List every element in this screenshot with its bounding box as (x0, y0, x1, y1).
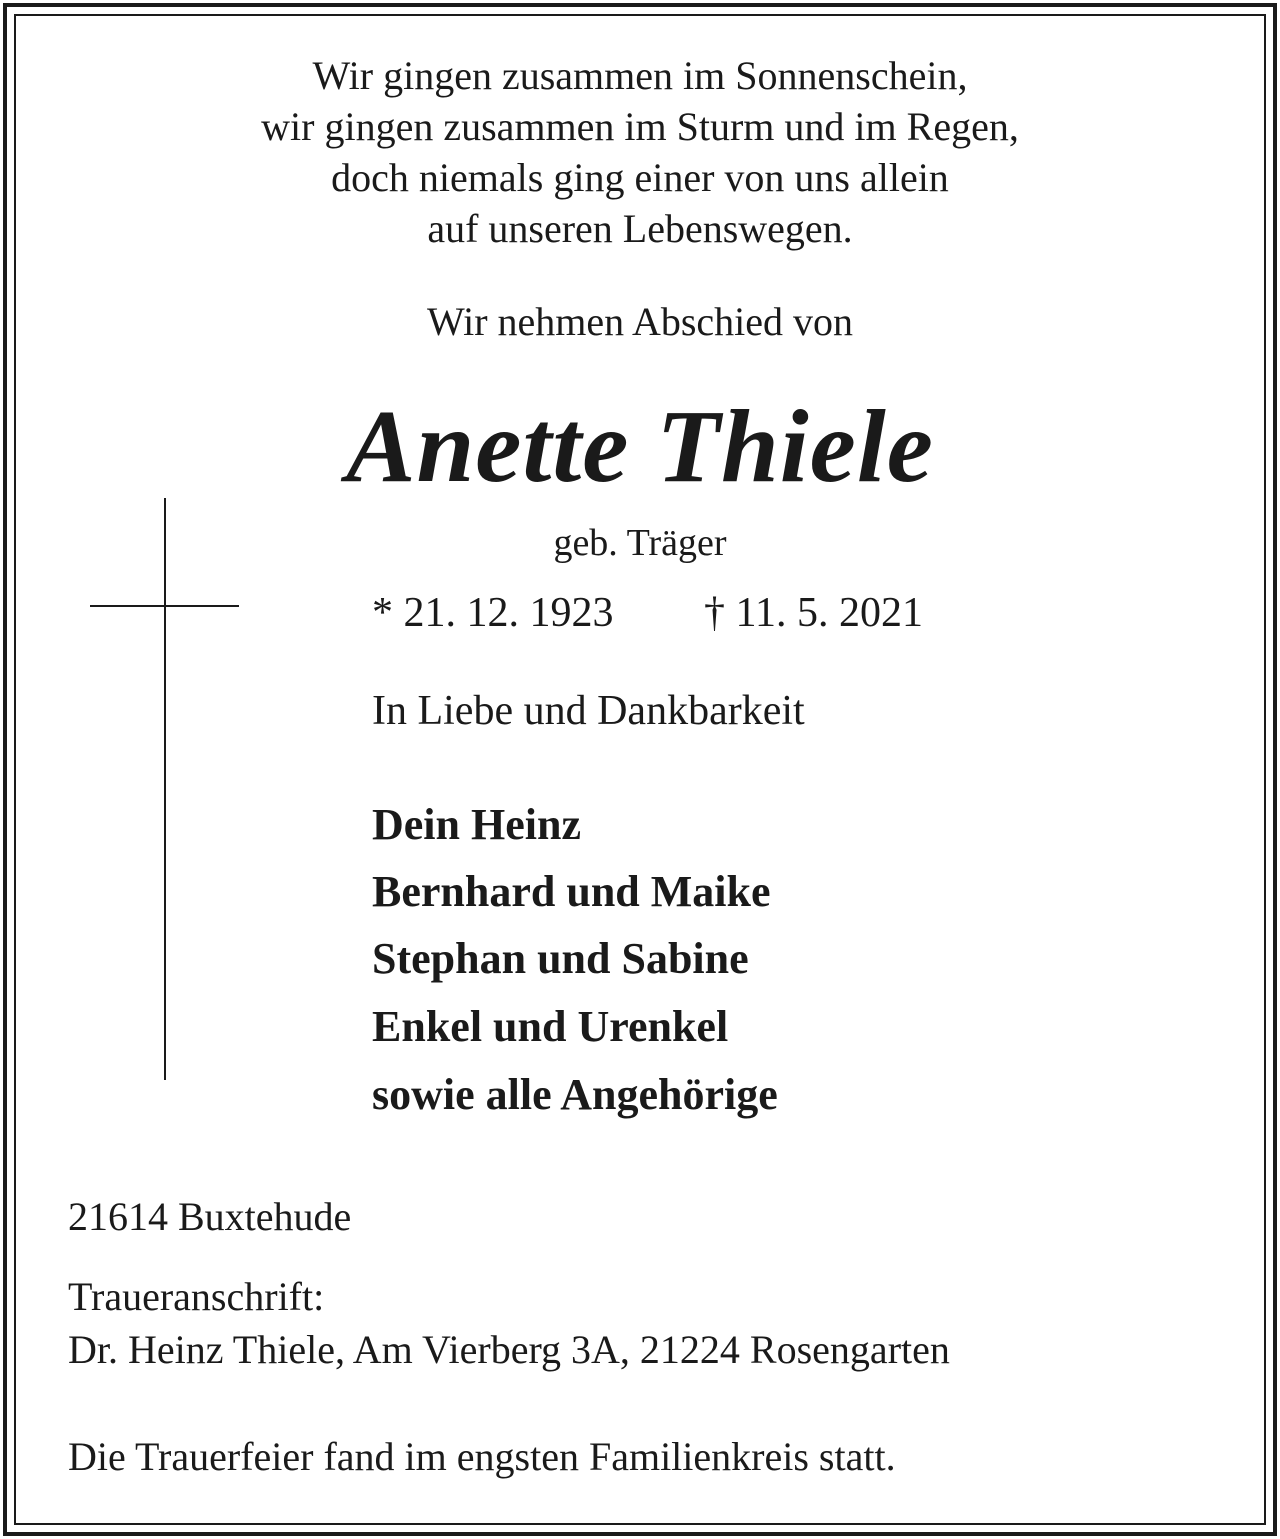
birth-name: geb. Träger (553, 522, 727, 564)
dedication: In Liebe und Dankbarkeit (372, 688, 805, 734)
verse-line-1: Wir gingen zusammen im Sonnenschein, (312, 53, 968, 98)
mourner-4: Enkel und Urenkel (372, 1002, 729, 1051)
mourner-1: Dein Heinz (372, 800, 581, 849)
mourner-5: sowie alle Angehörige (372, 1070, 778, 1119)
mourner-3: Stephan und Sabine (372, 934, 749, 983)
mourner-2: Bernhard und Maike (372, 867, 771, 916)
verse-line-2: wir gingen zusammen im Sturm und im Regen, (261, 104, 1019, 149)
deceased-name: Anette Thiele (346, 389, 934, 504)
cross-icon-horizontal (90, 605, 239, 607)
verse-line-3: doch niemals ging einer von uns allein (331, 155, 949, 200)
cross-icon-vertical (164, 498, 166, 1080)
closing-note: Die Trauerfeier fand im engsten Familienkreis statt. (68, 1434, 896, 1479)
death-date: † 11. 5. 2021 (704, 590, 923, 636)
location: 21614 Buxtehude (68, 1194, 352, 1239)
birth-date: * 21. 12. 1923 (372, 590, 614, 636)
intro-text: Wir nehmen Abschied von (426, 299, 854, 344)
verse-line-4: auf unseren Lebenswegen. (427, 206, 853, 251)
address-label: Traueranschrift: (68, 1274, 325, 1319)
address: Dr. Heinz Thiele, Am Vierberg 3A, 21224 Rosengarten (68, 1327, 950, 1372)
